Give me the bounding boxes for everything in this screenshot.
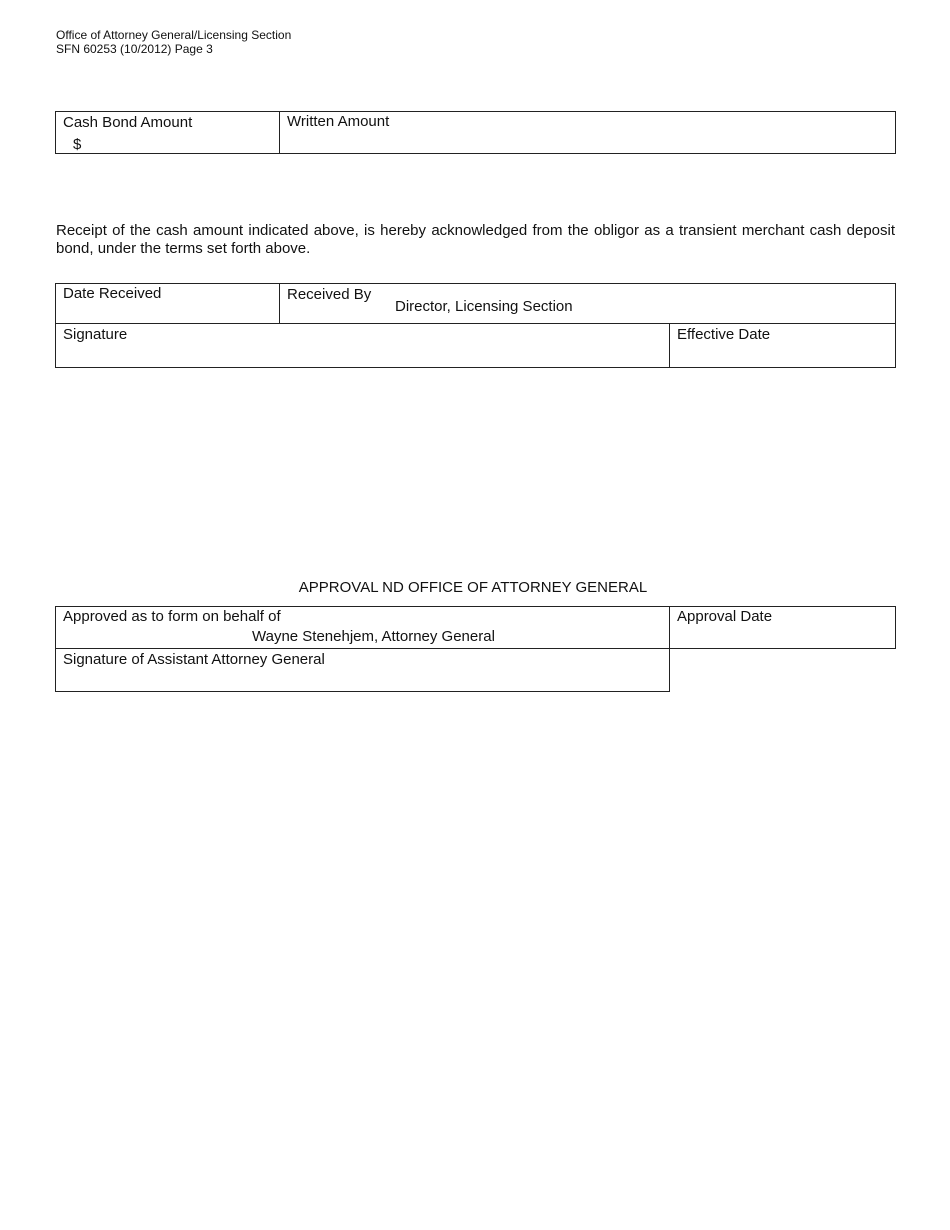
approval-date-field[interactable] — [674, 627, 890, 645]
receipt-divider-bottom — [669, 323, 670, 368]
receipt-row-divider — [55, 323, 896, 324]
approval-date-label: Approval Date — [677, 608, 773, 625]
director-label: Director, Licensing Section — [395, 298, 573, 315]
office-name: Office of Attorney General/Licensing Section — [56, 28, 292, 42]
approval-heading: APPROVAL ND OFFICE OF ATTORNEY GENERAL — [298, 579, 648, 596]
date-received-field[interactable] — [60, 303, 274, 321]
effective-date-label: Effective Date — [677, 326, 771, 343]
dollar-sign: $ — [73, 136, 82, 153]
receipt-paragraph: Receipt of the cash amount indicated above, is hereby acknowledged from the obligor as a transient merchant cash deposit bond, under the terms set forth above. — [56, 222, 895, 257]
cash-bond-amount-label: Cash Bond Amount — [63, 114, 193, 131]
written-amount-field[interactable] — [285, 132, 890, 152]
date-received-label: Date Received — [63, 285, 162, 302]
assistant-ag-signature-label: Signature of Assistant Attorney General — [63, 651, 325, 668]
signature-field[interactable] — [60, 345, 664, 365]
cash-bond-amount-field[interactable] — [85, 134, 275, 152]
receipt-divider-top — [279, 283, 280, 324]
signature-label: Signature — [63, 326, 128, 343]
attorney-general-name: Wayne Stenehjem, Attorney General — [252, 628, 495, 645]
assistant-ag-signature-field[interactable] — [60, 670, 664, 689]
received-by-label: Received By — [287, 286, 372, 303]
effective-date-field[interactable] — [674, 345, 890, 365]
form-number: SFN 60253 (10/2012) Page 3 — [56, 42, 213, 56]
written-amount-label: Written Amount — [287, 113, 390, 130]
bond-table-divider — [279, 111, 280, 154]
approved-as-to-form-label: Approved as to form on behalf of — [63, 608, 281, 625]
form-header — [56, 28, 291, 56]
